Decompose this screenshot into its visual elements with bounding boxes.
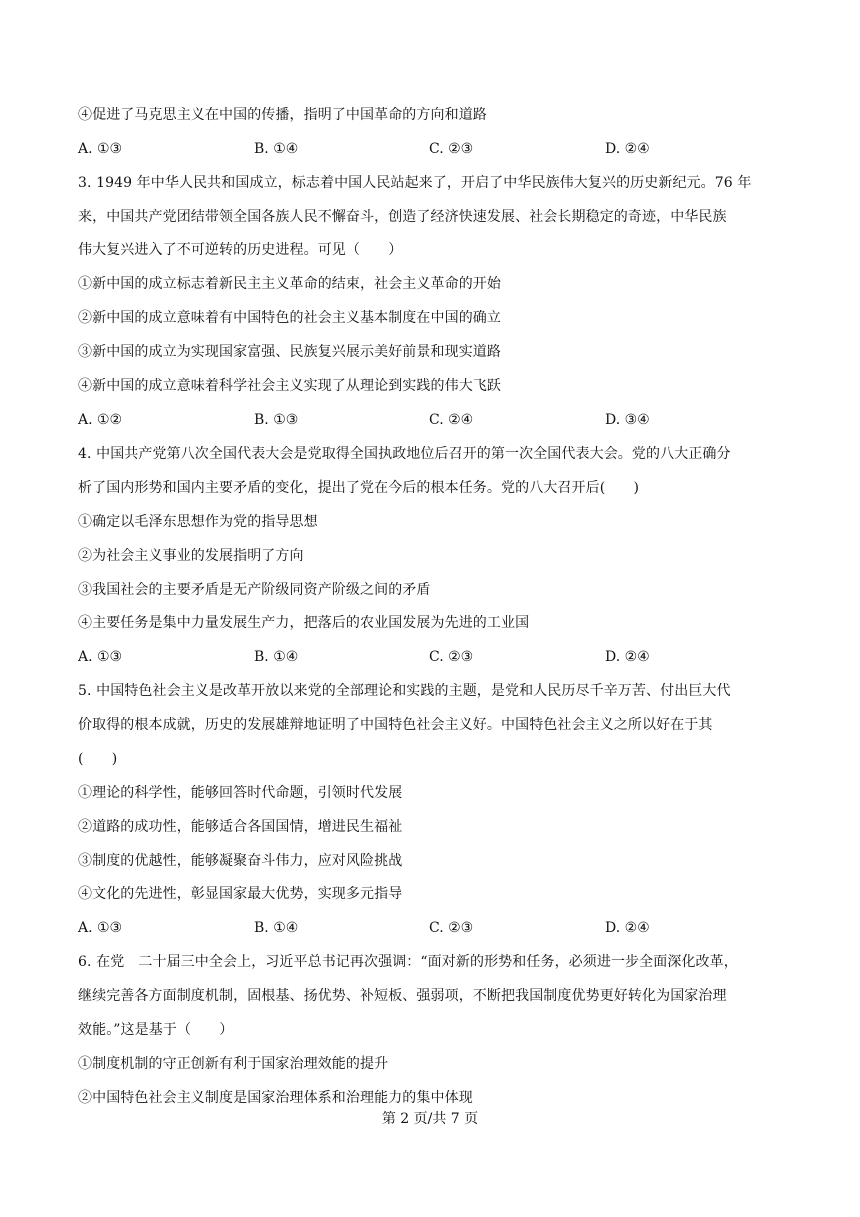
q3-option-4: ④新中国的成立意味着科学社会主义实现了从理论到实践的伟大飞跃 [78,378,501,394]
q4-choice-a[interactable]: A. ①③ [78,649,123,665]
q4-choices [78,647,788,667]
q5-option-3: ③制度的优越性，能够凝聚奋斗伟力，应对风险挑战 [78,853,403,869]
q6-stem-line-1: 6. 在党 二十届三中全会上，习近平总书记再次强调：“面对新的形势和任务，必须进一步全面深化改革， [78,954,738,970]
q4-choice-b[interactable]: B. ①④ [254,649,299,665]
page-number: 第 2 页/共 7 页 [381,1111,479,1127]
q3-choice-b[interactable]: B. ①③ [254,412,299,428]
q3-option-2: ②新中国的成立意味着有中国特色的社会主义基本制度在中国的确立 [78,310,501,326]
q2-choice-d[interactable]: D. ②④ [605,141,650,157]
q5-stem-line-1: 5. 中国特色社会主义是改革开放以来党的全部理论和实践的主题，是党和人民历尽千辛万苦、付出巨大代 [78,683,731,699]
q5-stem-line-2: 价取得的根本成就，历史的发展雄辩地证明了中国特色社会主义好。中国特色社会主义之所以好在于其 [78,717,713,733]
q3-choice-a[interactable]: A. ①② [78,412,123,428]
q4-option-4: ④主要任务是集中力量发展生产力，把落后的农业国发展为先进的工业国 [78,615,530,631]
q3-stem-line-3: 伟大复兴进入了不可逆转的历史进程。可见（ ） [78,242,403,258]
q5-option-1: ①理论的科学性，能够回答时代命题，引领时代发展 [78,785,403,801]
q2-option-4: ④促进了马克思主义在中国的传播，指明了中国革命的方向和道路 [78,107,487,123]
q5-choices [78,918,788,938]
q4-stem-line-1: 4. 中国共产党第八次全国代表大会是党取得全国执政地位后召开的第一次全国代表大会。党的八大正确分 [78,446,731,462]
q3-choices [78,410,788,430]
q6-stem-line-2: 继续完善各方面制度机制，固根基、扬优势、补短板、强弱项，不断把我国制度优势更好转化为国家治理 [78,988,727,1004]
q5-choice-d[interactable]: D. ②④ [605,920,650,936]
q4-option-3: ③我国社会的主要矛盾是无产阶级同资产阶级之间的矛盾 [78,582,431,598]
q3-option-1: ①新中国的成立标志着新民主主义革命的结束，社会主义革命的开始 [78,276,501,292]
q3-stem-line-2: 来，中国共产党团结带领全国各族人民不懈奋斗，创造了经济快速发展、社会长期稳定的奇迹，中华民族 [78,209,727,225]
q3-stem-line-1: 3. 1949 年中华人民共和国成立，标志着中国人民站起来了，开启了中华民族伟大复兴的历史新纪元。76 年 [78,175,752,191]
q4-stem-line-2: 析了国内形势和国内主要矛盾的变化，提出了党在今后的根本任务。党的八大召开后( ) [78,480,640,496]
q6-option-1: ①制度机制的守正创新有利于国家治理效能的提升 [78,1056,389,1072]
q5-option-2: ②道路的成功性，能够适合各国国情，增进民生福祉 [78,819,403,835]
q5-choice-c[interactable]: C. ②③ [429,920,474,936]
q4-choice-d[interactable]: D. ②④ [605,649,650,665]
q5-option-4: ④文化的先进性，彰显国家最大优势，实现多元指导 [78,886,403,902]
q3-choice-d[interactable]: D. ③④ [605,412,650,428]
q5-choice-a[interactable]: A. ①③ [78,920,123,936]
q2-choice-a[interactable]: A. ①③ [78,141,123,157]
q4-choice-c[interactable]: C. ②③ [429,649,474,665]
q5-choice-b[interactable]: B. ①④ [254,920,299,936]
q3-choice-c[interactable]: C. ②④ [429,412,474,428]
q6-stem-line-3: 效能。”这是基于（ ） [78,1022,234,1038]
q2-choice-b[interactable]: B. ①④ [254,141,299,157]
q2-choices [78,139,788,159]
q3-option-3: ③新中国的成立为实现国家富强、民族复兴展示美好前景和现实道路 [78,344,501,360]
q5-stem-line-3: ( ) [78,751,118,767]
q4-option-1: ①确定以毛泽东思想作为党的指导思想 [78,514,318,530]
q4-option-2: ②为社会主义事业的发展指明了方向 [78,548,304,564]
q6-option-2: ②中国特色社会主义制度是国家治理体系和治理能力的集中体现 [78,1090,473,1106]
q2-choice-c[interactable]: C. ②③ [429,141,474,157]
